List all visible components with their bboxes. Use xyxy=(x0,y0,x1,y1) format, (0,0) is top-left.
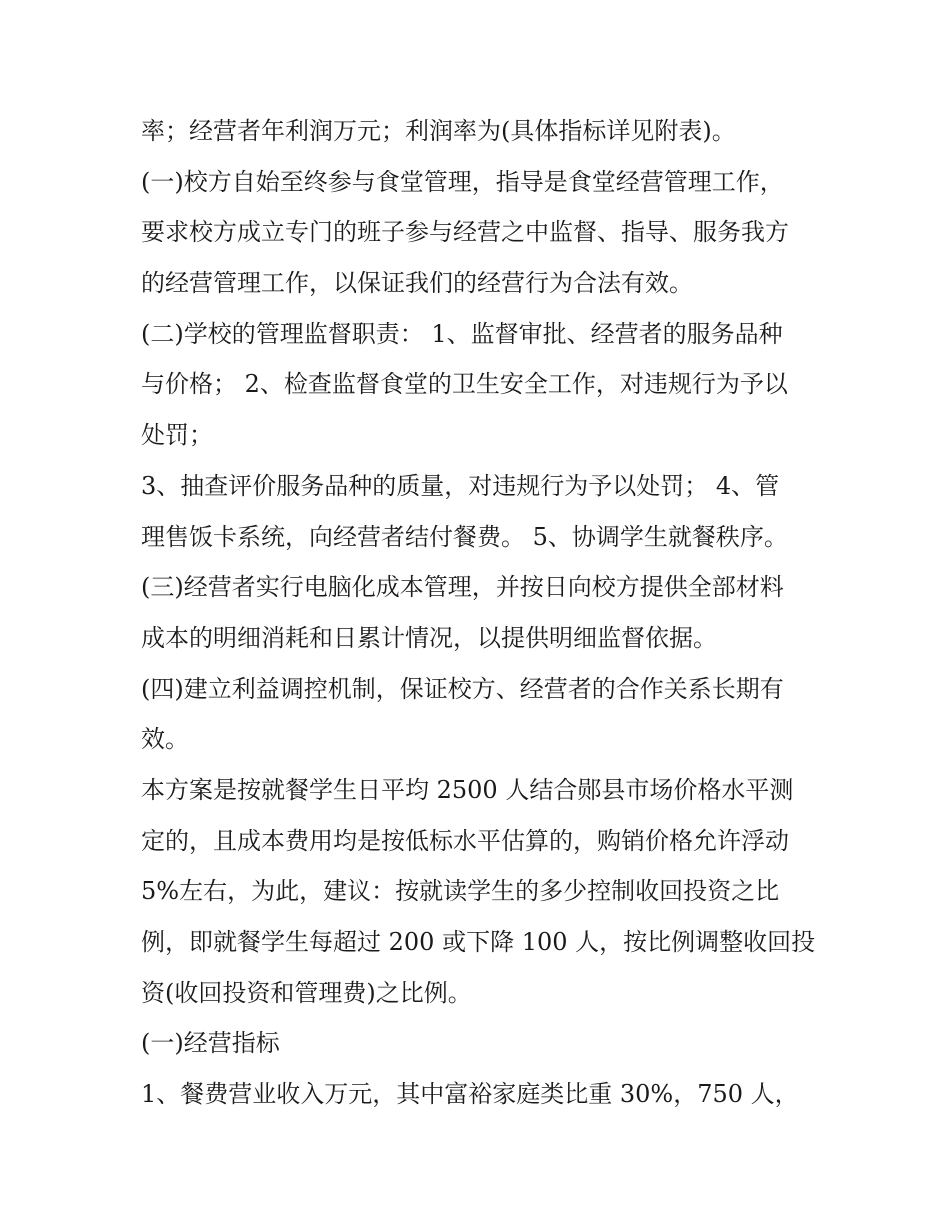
text-line: 的经营管理工作，以保证我们的经营行为合法有效。 xyxy=(141,269,693,298)
text-line: 5%左右，为此，建议：按就读学生的多少控制收回投资之比 xyxy=(141,877,780,906)
text-line: 例，即就餐学生每超过 200 或下降 100 人，按比例调整收回投 xyxy=(141,928,816,956)
text-line: 理售饭卡系统，向经营者结付餐费。 5、协调学生就餐秩序。 xyxy=(141,522,788,551)
text-line: 要求校方成立专门的班子参与经营之中监督、指导、服务我方 xyxy=(141,218,789,247)
document-body xyxy=(141,106,821,1120)
text-line: (一)校方自始至终参与食堂管理，指导是食堂经营管理工作， xyxy=(141,167,784,196)
text-line: 3、抽查评价服务品种的质量，对违规行为予以处罚； 4、管 xyxy=(141,471,780,500)
text-line: 本方案是按就餐学生日平均 2500 人结合郧县市场价格水平测 xyxy=(141,775,794,804)
text-line: (四)建立利益调控机制，保证校方、经营者的合作关系长期有 xyxy=(141,674,784,703)
text-line: 与价格； 2、检查监督食堂的卫生安全工作，对违规行为予以 xyxy=(141,370,788,399)
text-line: 处罚； xyxy=(141,421,213,450)
text-line: 成本的明细消耗和日累计情况，以提供明细监督依据。 xyxy=(141,623,717,652)
text-line: 资(收回投资和管理费)之比例。 xyxy=(141,978,472,1007)
text-line: (三)经营者实行电脑化成本管理，并按日向校方提供全部材料 xyxy=(141,573,784,602)
text-line: (二)学校的管理监督职责： 1、监督审批、经营者的服务品种 xyxy=(141,319,783,348)
text-line: 1、餐费营业收入万元，其中富裕家庭类比重 30%，750 人， xyxy=(141,1080,799,1109)
text-line: 效。 xyxy=(141,725,189,754)
text-line: 定的，且成本费用均是按低标水平估算的，购销价格允许浮动 xyxy=(141,826,789,855)
text-line: (一)经营指标 xyxy=(141,1029,280,1058)
text-line: 率；经营者年利润万元；利润率为(具体指标详见附表)。 xyxy=(141,117,736,145)
